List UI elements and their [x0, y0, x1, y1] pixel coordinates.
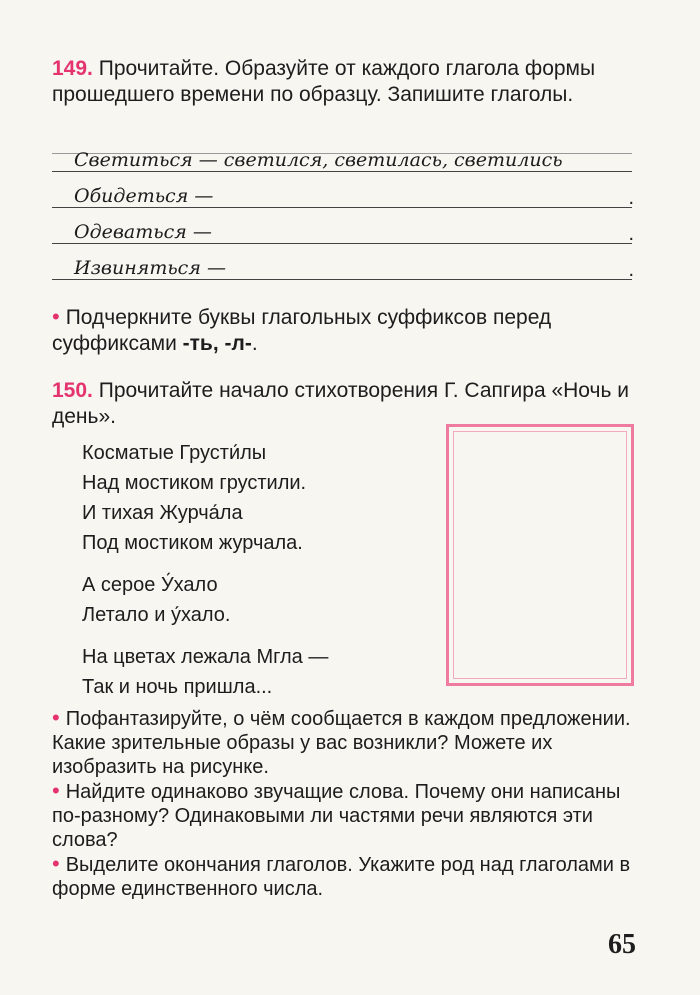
bullet-icon: • [52, 778, 60, 803]
row-verb-obidetsya: Обидеться — [74, 185, 214, 207]
poem [82, 438, 442, 702]
task-149-bullet: • Подчеркните буквы глагольных суффиксов перед суффиксами -ть, -л-. [52, 304, 552, 355]
question-item: • Пофантазируйте, о чём сообщается в каждом предложении. Какие зрительные образы у вас возникли? Можете их изобразить на рисунке. [52, 705, 631, 778]
page-number: 65 [608, 929, 636, 960]
bullet-icon: • [52, 851, 60, 876]
poem-line: Летало и у́хало. [82, 604, 231, 626]
task-149-number: 149. [52, 57, 93, 80]
poem-line: Над мостиком грустили. [82, 472, 307, 494]
question-item: • Выделите окончания глаголов. Укажите род над глаголами в форме единственного числа. [52, 851, 631, 900]
bullet-icon: • [52, 705, 60, 730]
poem-line: И тихая Журча́ла [82, 502, 243, 524]
poem-line: На цветах лежала Мгла — [82, 646, 329, 668]
task-150-number: 150. [52, 379, 93, 402]
row-verb-izvinyatsya: Извиняться — [74, 257, 226, 279]
poem-line: А серое У́хало [82, 574, 218, 596]
sample-row-text: Светиться — светился, светилась, светились [74, 149, 563, 171]
bullet-icon: • [52, 304, 60, 329]
row-verb-odevatsya: Одеваться — [74, 221, 212, 243]
writing-row-4: Извиняться — . [52, 250, 632, 284]
writing-row-1 [52, 142, 632, 176]
questions-list [52, 706, 642, 901]
task-149-text: Прочитайте. Образуйте от каждого глагола формы прошедшего времени по образцу. Запишите глаголы. [52, 57, 596, 106]
poem-line: Под мостиком журчала. [82, 532, 303, 554]
poem-line: Так и ночь пришла... [82, 676, 273, 698]
writing-row-3: Одеваться — . [52, 214, 632, 248]
drawing-frame [446, 424, 634, 686]
task-150-instruction [52, 378, 632, 430]
task-150-text: Прочитайте начало стихотворения Г. Сапгира «Ночь и день». [52, 379, 629, 428]
writing-row-2: Обидеться — . [52, 178, 632, 212]
question-item: • Найдите одинаково звучащие слова. Почему они написаны по-разному? Одинаковыми ли частями речи являются эти слова? [52, 778, 621, 851]
task-149-instruction [52, 56, 632, 108]
poem-line: Косматые Грусти́лы [82, 442, 267, 464]
